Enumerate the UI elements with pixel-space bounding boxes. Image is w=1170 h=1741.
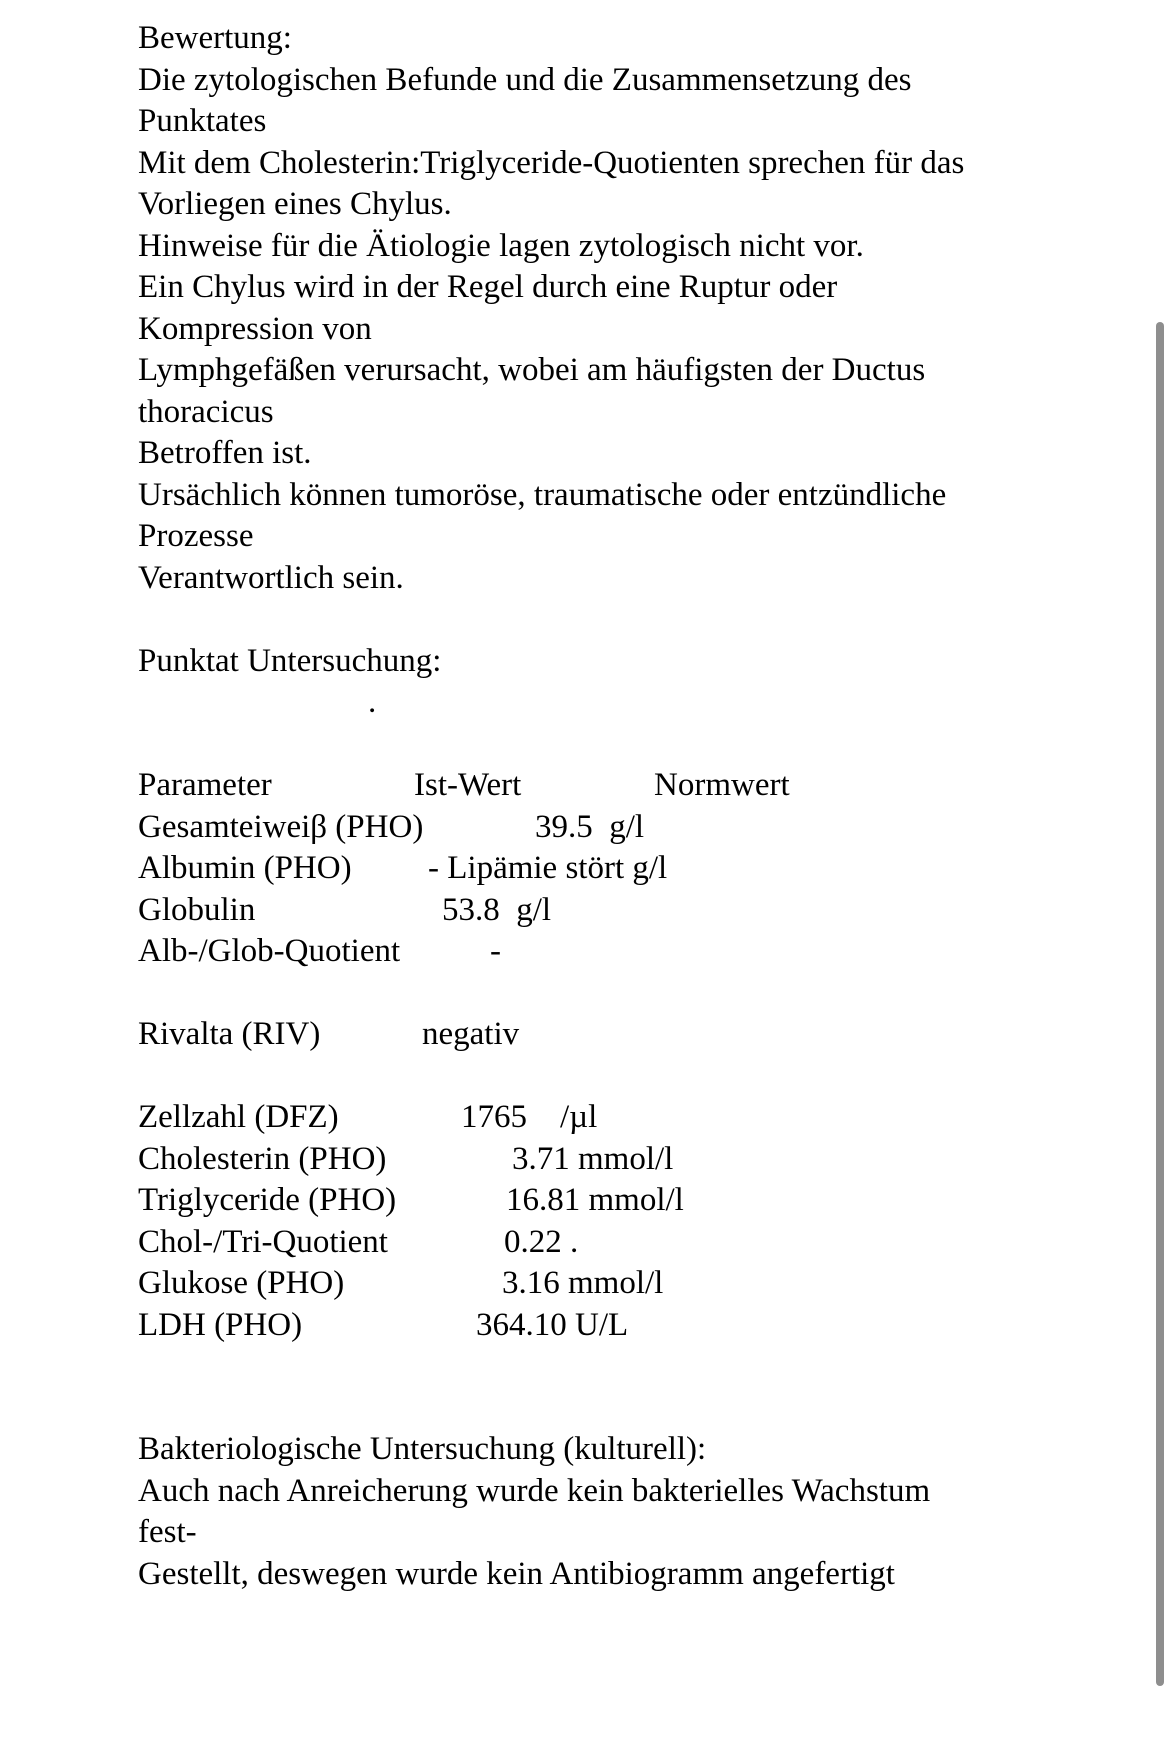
stray-dot: . [368, 684, 377, 720]
table-row [138, 1222, 1038, 1264]
spacer [138, 1388, 1038, 1430]
row-value: 39.5 g/l [535, 808, 645, 845]
spacer [138, 724, 1038, 766]
row-value: 364.10 U/L [476, 1306, 629, 1343]
bewertung-section [138, 18, 1038, 599]
table-row [138, 1097, 1038, 1139]
table-row [138, 848, 1038, 890]
text-line: Prozesse [138, 518, 254, 554]
rivalta-row [138, 1014, 1038, 1056]
spacer [138, 599, 1038, 641]
spacer [138, 1346, 1038, 1388]
spacer [138, 1056, 1038, 1098]
bewertung-heading: Bewertung: [138, 20, 292, 56]
row-value: 3.71 mmol/l [512, 1140, 674, 1177]
text-line: Vorliegen eines Chylus. [138, 186, 452, 222]
bakteriologie-heading: Bakteriologische Untersuchung (kulturell): [138, 1431, 707, 1467]
row-label: Zellzahl (DFZ) [138, 1099, 339, 1135]
row-label: Globulin [138, 891, 256, 928]
table-header-row [138, 765, 1038, 807]
text-line: Punktates [138, 103, 267, 139]
table-row [138, 1263, 1038, 1305]
header-ist-wert: Ist-Wert [414, 767, 522, 803]
row-value: - [490, 933, 501, 969]
text-line: Hinweise für die Ätiologie lagen zytologisch nicht vor. [138, 227, 864, 264]
table-row [138, 1139, 1038, 1181]
text-line: Ursächlich können tumoröse, traumatische oder entzündliche [138, 476, 947, 513]
dot-line [138, 682, 1038, 724]
row-label: Cholesterin (PHO) [138, 1140, 387, 1177]
row-label: Rivalta (RIV) [138, 1016, 321, 1052]
table-row [138, 931, 1038, 973]
text-line: Gestellt, deswegen wurde kein Antibiogramm angefertigt [138, 1555, 895, 1592]
punktat-section [138, 641, 1038, 1347]
row-label: LDH (PHO) [138, 1306, 303, 1343]
text-line: Auch nach Anreicherung wurde kein bakterielles Wachstum [138, 1472, 931, 1509]
text-line: Die zytologischen Befunde und die Zusammensetzung des [138, 61, 912, 98]
text-line: Verantwortlich sein. [138, 559, 404, 596]
row-label: Albumin (PHO) [138, 850, 352, 886]
table-row [138, 1180, 1038, 1222]
header-parameter: Parameter [138, 767, 272, 803]
row-label: Chol-/Tri-Quotient [138, 1223, 388, 1260]
row-label: Gesamteiweiβ (PHO) [138, 808, 424, 845]
row-value: negativ [422, 1016, 520, 1052]
text-line: Lymphgefäßen verursacht, wobei am häufigsten der Ductus [138, 352, 926, 388]
table-row [138, 890, 1038, 932]
text-line: Ein Chylus wird in der Regel durch eine Ruptur oder [138, 269, 838, 305]
table-row [138, 807, 1038, 849]
punktat-heading: Punktat Untersuchung: [138, 642, 442, 679]
text-line: Kompression von [138, 310, 372, 347]
text-line: Betroffen ist. [138, 435, 312, 471]
row-label: Alb-/Glob-Quotient [138, 933, 401, 969]
header-normwert: Normwert [654, 767, 790, 803]
text-line: Mit dem Cholesterin:Triglyceride-Quotienten sprechen für das [138, 144, 965, 181]
bakteriologie-section [138, 1429, 1038, 1595]
table-row [138, 1305, 1038, 1347]
document-page [138, 18, 1038, 1595]
row-value: 53.8 g/l [442, 891, 552, 928]
vertical-scrollbar[interactable] [1156, 322, 1164, 1686]
row-value: - Lipämie stört g/l [428, 850, 668, 886]
row-value: 0.22 . [504, 1223, 579, 1260]
row-label: Triglyceride (PHO) [138, 1182, 397, 1218]
spacer [138, 973, 1038, 1015]
row-value: 1765 /µl [461, 1099, 598, 1135]
row-value: 3.16 mmol/l [502, 1265, 664, 1301]
text-line: fest- [138, 1514, 197, 1550]
row-value: 16.81 mmol/l [506, 1182, 684, 1218]
row-label: Glukose (PHO) [138, 1265, 345, 1301]
text-line: thoracicus [138, 393, 274, 430]
